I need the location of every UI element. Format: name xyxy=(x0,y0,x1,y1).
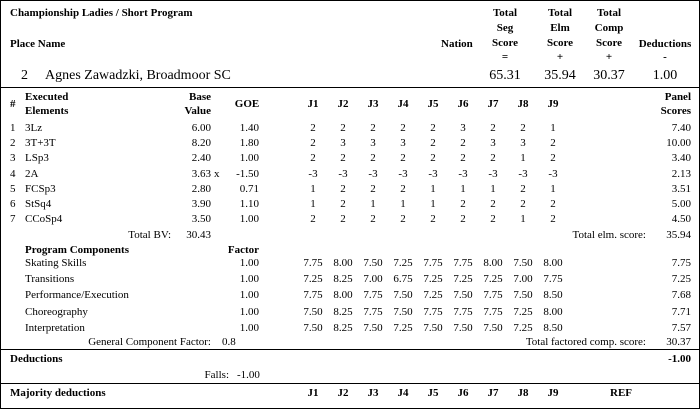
total-bv-value: 30.43 xyxy=(186,229,211,241)
divider xyxy=(1,383,699,384)
majority-deductions-label: Majority deductions xyxy=(10,387,106,399)
judge-score: 2 xyxy=(550,213,556,225)
element-name: LSp3 xyxy=(25,152,49,164)
tfc-value: 30.37 xyxy=(666,336,691,348)
score-sheet: Championship Ladies / Short Program Place Name Nation Total Seg Score = Total Elm Score + Total Comp Score + Deductions - 2 Agnes Zawadzki, Broadmoor SC 65.31 35.94 30.37 1.00 # Executed Elements Base Value GOE J1 J2 J3 J4 J5 J6 J7 J8 J9 Panel Scores 1 3Lz 6.00 1.40 2 2 2 2 2 3 2 2 1 7.40 2 3T+3T 8.20 1.80 2 3 3 3 2 2 3 3 2 10.00 3 LSp3 2.40 1.00 2 2 2 2 2 2 2 1 2 3.40 4 2A 3.63 x -1.50 -3 -3 -3 -3 -3 -3 -3 -3 -3 2.13 5 FCSp3 2.80 0.71 1 2 2 2 1 1 1 2 1 3.51 6 StSq4 3.90 1.10 1 2 1 1 1 2 2 2 2 5.00 7 CCoSp4 3.50 1.00 2 2 2 2 2 2 2 1 2 4.50 Total BV: 30.43 Total elm. score: 35.94 Program Components Factor Skating Skills 1.00 7.75 8.00 7.50 7.25 7.75 7.75 8.00 7.50 8.00 7.75 Transitions 1.00 7.25 8.25 7.00 6.75 7.25 7.25 7.25 7.00 7.75 7.25 Performance/Execution 1.00 7.75 8.00 7.75 7.50 7.25 7.50 7.75 7.50 8.50 7.68 Choreography 1.00 7.50 8.25 7.75 7.50 7.75 7.75 7.75 7.25 8.00 7.71 Interpretation 1.00 7.50 8.25 7.50 7.25 7.50 7.50 7.50 7.25 8.50 7.57 General Component Factor: 0.8 Total factored comp. score: 30.37 Deductions -1.00 Falls: -1.00 Majority deductions J1 J2 J3 J4 J5 J6 J7 J8 J9 REF xyxy=(0,0,700,409)
element-base-value: 3.63 xyxy=(191,168,211,180)
judge-score: 1 xyxy=(550,183,556,195)
element-goe: 1.00 xyxy=(239,152,259,164)
total-elm-label: Total elm. score: xyxy=(572,229,646,241)
element-panel-score: 3.51 xyxy=(671,183,691,195)
judge-score: 1 xyxy=(370,198,376,210)
judge-score: 2 xyxy=(550,198,556,210)
judge-score: 1 xyxy=(490,183,496,195)
judge-score: 2 xyxy=(400,152,406,164)
falls-label: Falls: xyxy=(204,369,229,381)
judge-score: 1 xyxy=(430,198,436,210)
element-number: 6 xyxy=(10,198,16,210)
judge-score: 2 xyxy=(490,122,496,134)
skater-comp-score: 30.37 xyxy=(593,68,625,83)
judge-score: -3 xyxy=(458,168,468,180)
nation-header: Nation xyxy=(441,38,473,50)
judge-score: 7.25 xyxy=(423,289,443,301)
judge-score: 2 xyxy=(310,213,316,225)
judge-header: J7 xyxy=(487,98,499,110)
judge-score: 8.25 xyxy=(333,322,353,334)
judge-score: -3 xyxy=(368,168,378,180)
judge-score: 8.00 xyxy=(333,289,353,301)
majority-judge-header: J4 xyxy=(397,387,409,399)
skater-deductions: 1.00 xyxy=(652,68,678,83)
place-name-header: Place Name xyxy=(10,38,66,50)
majority-judge-header: J3 xyxy=(367,387,379,399)
judge-score: 8.00 xyxy=(483,257,503,269)
judge-score: 7.75 xyxy=(423,257,443,269)
judge-score: 7.25 xyxy=(423,273,443,285)
factor-header: Factor xyxy=(227,244,259,256)
judge-score: 2 xyxy=(340,213,346,225)
judge-score: 7.25 xyxy=(513,306,533,318)
judge-score: 7.75 xyxy=(483,289,503,301)
majority-judge-header: J9 xyxy=(547,387,559,399)
judge-score: 2 xyxy=(370,152,376,164)
judge-score: 7.50 xyxy=(303,306,323,318)
deductions-value: -1.00 xyxy=(668,353,691,365)
element-name: 3T+3T xyxy=(25,137,56,149)
element-goe: 1.80 xyxy=(239,137,259,149)
judge-score: 7.50 xyxy=(363,322,383,334)
element-goe: -1.50 xyxy=(236,168,259,180)
judge-score: 2 xyxy=(460,213,466,225)
component-panel-score: 7.75 xyxy=(671,257,691,269)
falls-value: -1.00 xyxy=(237,369,260,381)
tfc-label: Total factored comp. score: xyxy=(525,336,646,348)
judge-score: 6.75 xyxy=(393,273,413,285)
skater-place: 2 xyxy=(21,68,28,83)
judge-score: 7.25 xyxy=(303,273,323,285)
scores-header: Scores xyxy=(660,105,691,117)
judge-score: 7.25 xyxy=(453,273,473,285)
element-base-value: 6.00 xyxy=(191,122,211,134)
component-panel-score: 7.57 xyxy=(671,322,691,334)
judge-header: J1 xyxy=(307,98,319,110)
element-name: 3Lz xyxy=(25,122,43,134)
element-name: CCoSp4 xyxy=(25,213,63,225)
value-header: Value xyxy=(184,105,211,117)
judge-score: 2 xyxy=(550,137,556,149)
majority-judge-header: J7 xyxy=(487,387,499,399)
skater-elm-score: 35.94 xyxy=(544,68,576,83)
judge-score: 2 xyxy=(430,213,436,225)
judge-score: 7.50 xyxy=(303,322,323,334)
component-factor: 1.00 xyxy=(239,306,259,318)
judge-score: 2 xyxy=(550,152,556,164)
judge-score: 1 xyxy=(460,183,466,195)
element-base-value: 2.80 xyxy=(191,183,211,195)
judge-score: 8.00 xyxy=(543,257,563,269)
element-panel-score: 10.00 xyxy=(666,137,691,149)
judge-score: 2 xyxy=(520,183,526,195)
judge-score: 8.00 xyxy=(333,257,353,269)
judge-score: 2 xyxy=(460,137,466,149)
judge-score: 7.50 xyxy=(363,257,383,269)
element-number: 7 xyxy=(10,213,16,225)
element-goe: 1.00 xyxy=(239,213,259,225)
judge-score: 7.00 xyxy=(363,273,383,285)
judge-header: J8 xyxy=(517,98,529,110)
judge-score: 2 xyxy=(490,213,496,225)
judge-score: 3 xyxy=(520,137,526,149)
element-panel-score: 7.40 xyxy=(671,122,691,134)
judge-score: 1 xyxy=(310,198,316,210)
judge-score: 2 xyxy=(460,198,466,210)
judge-score: 7.75 xyxy=(543,273,563,285)
num-header: # xyxy=(10,98,16,110)
divider xyxy=(1,349,699,350)
judge-score: 2 xyxy=(340,198,346,210)
components-header: Program Components xyxy=(25,244,129,256)
element-goe: 1.10 xyxy=(239,198,259,210)
judge-score: 2 xyxy=(520,122,526,134)
judge-score: -3 xyxy=(518,168,528,180)
judge-score: 2 xyxy=(310,122,316,134)
judge-score: 8.25 xyxy=(333,306,353,318)
majority-judge-header: J1 xyxy=(307,387,319,399)
judge-score: 3 xyxy=(370,137,376,149)
judge-score: 1 xyxy=(550,122,556,134)
judge-score: 7.25 xyxy=(513,322,533,334)
component-name: Performance/Execution xyxy=(25,289,129,301)
judge-score: 2 xyxy=(400,183,406,195)
judge-header: J4 xyxy=(397,98,409,110)
judge-score: 2 xyxy=(370,183,376,195)
judge-score: 7.75 xyxy=(363,306,383,318)
judge-score: 7.25 xyxy=(393,322,413,334)
judge-score: 7.75 xyxy=(453,306,473,318)
element-panel-score: 3.40 xyxy=(671,152,691,164)
component-panel-score: 7.71 xyxy=(671,306,691,318)
judge-score: 7.50 xyxy=(513,289,533,301)
judge-score: 3 xyxy=(460,122,466,134)
base-header: Base xyxy=(189,91,211,103)
judge-score: 7.50 xyxy=(393,289,413,301)
judge-score: 8.25 xyxy=(333,273,353,285)
element-bonus-mark: x xyxy=(214,168,220,180)
judge-score: 3 xyxy=(490,137,496,149)
judge-score: 7.50 xyxy=(453,289,473,301)
skater-seg-score: 65.31 xyxy=(489,68,521,83)
judge-score: 2 xyxy=(430,152,436,164)
element-panel-score: 4.50 xyxy=(671,213,691,225)
judge-score: 2 xyxy=(400,213,406,225)
element-name: FCSp3 xyxy=(25,183,56,195)
judge-score: 2 xyxy=(310,152,316,164)
judge-score: -3 xyxy=(428,168,438,180)
element-panel-score: 2.13 xyxy=(671,168,691,180)
judge-score: 2 xyxy=(370,122,376,134)
goe-header: GOE xyxy=(234,98,260,110)
component-name: Skating Skills xyxy=(25,257,87,269)
elements-header: Elements xyxy=(25,105,69,117)
element-goe: 0.71 xyxy=(239,183,259,195)
judge-score: 7.75 xyxy=(483,306,503,318)
component-panel-score: 7.68 xyxy=(671,289,691,301)
judge-score: 7.50 xyxy=(393,306,413,318)
judge-score: 2 xyxy=(430,137,436,149)
judge-score: -3 xyxy=(548,168,558,180)
deductions-label: Deductions xyxy=(10,353,63,365)
judge-score: 7.25 xyxy=(393,257,413,269)
component-factor: 1.00 xyxy=(239,322,259,334)
element-base-value: 3.90 xyxy=(191,198,211,210)
element-name: StSq4 xyxy=(25,198,52,210)
panel-header: Panel xyxy=(664,91,691,103)
judge-score: 7.50 xyxy=(453,322,473,334)
ref-header: REF xyxy=(610,387,632,399)
majority-judge-header: J5 xyxy=(427,387,439,399)
component-name: Transitions xyxy=(25,273,75,285)
judge-score: 2 xyxy=(400,122,406,134)
judge-score: 7.75 xyxy=(363,289,383,301)
judge-score: 2 xyxy=(460,152,466,164)
total-bv-label: Total BV: xyxy=(128,229,171,241)
component-factor: 1.00 xyxy=(239,273,259,285)
judge-score: 2 xyxy=(310,137,316,149)
judge-score: 2 xyxy=(520,198,526,210)
judge-score: 1 xyxy=(310,183,316,195)
judge-score: 7.25 xyxy=(483,273,503,285)
judge-score: 3 xyxy=(400,137,406,149)
judge-score: 1 xyxy=(400,198,406,210)
element-number: 1 xyxy=(10,122,16,134)
judge-score: 7.50 xyxy=(513,257,533,269)
judge-score: 3 xyxy=(340,137,346,149)
executed-header: Executed xyxy=(25,91,69,103)
component-name: Choreography xyxy=(25,306,88,318)
element-panel-score: 5.00 xyxy=(671,198,691,210)
element-base-value: 2.40 xyxy=(191,152,211,164)
judge-score: -3 xyxy=(488,168,498,180)
judge-score: 2 xyxy=(340,183,346,195)
judge-score: -3 xyxy=(338,168,348,180)
judge-header: J6 xyxy=(457,98,469,110)
judge-score: 8.50 xyxy=(543,322,563,334)
judge-score: 1 xyxy=(430,183,436,195)
judge-score: 7.75 xyxy=(453,257,473,269)
element-number: 5 xyxy=(10,183,16,195)
majority-judge-header: J6 xyxy=(457,387,469,399)
judge-score: 8.50 xyxy=(543,289,563,301)
judge-score: 2 xyxy=(430,122,436,134)
majority-judge-header: J8 xyxy=(517,387,529,399)
element-number: 2 xyxy=(10,137,16,149)
judge-score: 2 xyxy=(490,198,496,210)
judge-score: 7.00 xyxy=(513,273,533,285)
judge-header: J2 xyxy=(337,98,349,110)
component-factor: 1.00 xyxy=(239,257,259,269)
judge-score: -3 xyxy=(398,168,408,180)
judge-score: 1 xyxy=(520,152,526,164)
judge-score: 7.50 xyxy=(423,322,443,334)
element-number: 4 xyxy=(10,168,16,180)
element-goe: 1.40 xyxy=(239,122,259,134)
component-factor: 1.00 xyxy=(239,289,259,301)
skater-name: Agnes Zawadzki, Broadmoor SC xyxy=(45,68,231,83)
judge-header: J3 xyxy=(367,98,379,110)
judge-score: 7.75 xyxy=(423,306,443,318)
judge-score: 2 xyxy=(340,122,346,134)
gcf-value: 0.8 xyxy=(222,336,236,348)
judge-score: 7.75 xyxy=(303,257,323,269)
judge-score: 8.00 xyxy=(543,306,563,318)
component-panel-score: 7.25 xyxy=(671,273,691,285)
judge-score: 2 xyxy=(370,213,376,225)
event-title: Championship Ladies / Short Program xyxy=(10,7,193,19)
judge-score: 7.50 xyxy=(483,322,503,334)
judge-score: -3 xyxy=(308,168,318,180)
element-base-value: 3.50 xyxy=(191,213,211,225)
judge-header: J9 xyxy=(547,98,559,110)
gcf-label: General Component Factor: xyxy=(88,336,211,348)
element-name: 2A xyxy=(25,168,39,180)
divider xyxy=(1,87,699,88)
judge-header: J5 xyxy=(427,98,439,110)
judge-score: 7.75 xyxy=(303,289,323,301)
total-elm-value: 35.94 xyxy=(666,229,691,241)
judge-score: 2 xyxy=(490,152,496,164)
majority-judge-header: J2 xyxy=(337,387,349,399)
element-base-value: 8.20 xyxy=(191,137,211,149)
judge-score: 2 xyxy=(340,152,346,164)
element-number: 3 xyxy=(10,152,16,164)
judge-score: 1 xyxy=(520,213,526,225)
component-name: Interpretation xyxy=(25,322,85,334)
